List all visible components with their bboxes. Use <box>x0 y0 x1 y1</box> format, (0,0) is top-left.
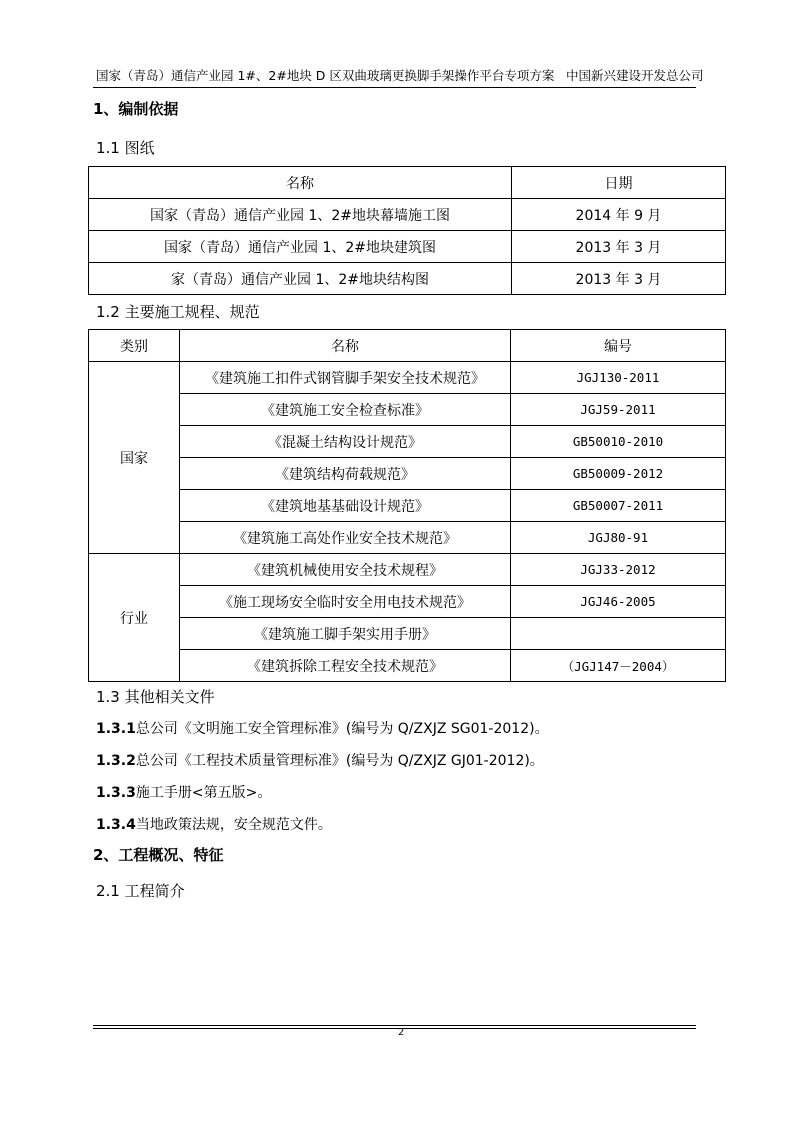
table-header-row <box>89 167 726 199</box>
standard-name: 《建筑施工高处作业安全技术规范》 <box>180 522 511 554</box>
table-row <box>89 458 726 490</box>
header-title: 国家（青岛）通信产业园 1#、2#地块 D 区双曲玻璃更换脚手架操作平台专项方案 <box>96 68 555 83</box>
standard-code: JGJ130-2011 <box>511 362 726 394</box>
standard-code: GB50007-2011 <box>511 490 726 522</box>
item-text: 当地政策法规，安全规范文件。 <box>135 817 332 833</box>
standard-code: JGJ46-2005 <box>511 586 726 618</box>
standard-name: 《建筑结构荷载规范》 <box>180 458 511 490</box>
item-number: 1.3.2 <box>96 753 136 769</box>
standard-name: 《建筑施工安全检查标准》 <box>180 394 511 426</box>
table-row <box>89 263 726 295</box>
drawing-date: 2013 年 3 月 <box>512 263 726 295</box>
drawing-date: 2014 年 9 月 <box>512 199 726 231</box>
list-item <box>96 782 271 802</box>
table-row <box>89 650 726 682</box>
standard-name: 《建筑机械使用安全技术规程》 <box>180 554 511 586</box>
standard-name: 《建筑施工扣件式钢管脚手架安全技术规范》 <box>180 362 511 394</box>
header-rule <box>93 87 696 88</box>
table-row <box>89 618 726 650</box>
column-header-name: 名称 <box>180 330 511 362</box>
table-row <box>89 490 726 522</box>
drawing-name: 家（青岛）通信产业园 1、2#地块结构图 <box>89 263 512 295</box>
section-1-1-heading: 1.1 图纸 <box>96 139 155 157</box>
table-row <box>89 231 726 263</box>
standard-code: JGJ80-91 <box>511 522 726 554</box>
item-text: 总公司《工程技术质量管理标准》(编号为 Q/ZXJZ GJ01-2012)。 <box>135 753 544 769</box>
item-text: 总公司《文明施工安全管理标准》(编号为 Q/ZXJZ SG01-2012)。 <box>135 721 549 737</box>
standard-code: （JGJ147－2004） <box>511 650 726 682</box>
column-header-date: 日期 <box>512 167 726 199</box>
header-company: 中国新兴建设开发总公司 <box>566 68 704 83</box>
standard-code: JGJ33-2012 <box>511 554 726 586</box>
table-row <box>89 522 726 554</box>
standards-table <box>88 329 726 682</box>
footer-rule-2 <box>93 1028 696 1029</box>
item-text: 施工手册<第五版>。 <box>135 785 272 801</box>
section-1-3-heading: 1.3 其他相关文件 <box>96 688 215 706</box>
column-header-category: 类别 <box>89 330 180 362</box>
drawing-name: 国家（青岛）通信产业园 1、2#地块建筑图 <box>89 231 512 263</box>
drawing-date: 2013 年 3 月 <box>512 231 726 263</box>
table-row <box>89 554 726 586</box>
table-row <box>89 586 726 618</box>
page-number: 2 <box>398 1027 405 1038</box>
standard-name: 《建筑拆除工程安全技术规范》 <box>180 650 511 682</box>
standard-name: 《建筑地基基础设计规范》 <box>180 490 511 522</box>
drawings-table <box>88 166 726 295</box>
standard-code: GB50010-2010 <box>511 426 726 458</box>
table-row <box>89 394 726 426</box>
list-item <box>96 750 544 770</box>
list-item <box>96 718 549 738</box>
section-1-2-heading: 1.2 主要施工规程、规范 <box>96 303 260 321</box>
standard-name: 《建筑施工脚手架实用手册》 <box>180 618 511 650</box>
standard-code: JGJ59-2011 <box>511 394 726 426</box>
item-number: 1.3.3 <box>96 785 136 801</box>
table-row <box>89 362 726 394</box>
standard-name: 《施工现场安全临时安全用电技术规范》 <box>180 586 511 618</box>
item-number: 1.3.4 <box>96 817 136 833</box>
list-item <box>96 814 332 834</box>
standard-name: 《混凝土结构设计规范》 <box>180 426 511 458</box>
category-national: 国家 <box>89 362 180 554</box>
standard-code <box>511 618 726 650</box>
item-number: 1.3.1 <box>96 721 136 737</box>
table-header-row <box>89 330 726 362</box>
section-2-heading: 2、工程概况、特征 <box>93 846 224 864</box>
table-row <box>89 199 726 231</box>
footer-rule <box>93 1025 696 1026</box>
category-industry: 行业 <box>89 554 180 682</box>
section-2-1-heading: 2.1 工程简介 <box>96 882 185 900</box>
standard-code: GB50009-2012 <box>511 458 726 490</box>
table-row <box>89 426 726 458</box>
column-header-code: 编号 <box>511 330 726 362</box>
section-1-heading: 1、编制依据 <box>93 100 179 118</box>
column-header-name: 名称 <box>89 167 512 199</box>
drawing-name: 国家（青岛）通信产业园 1、2#地块幕墙施工图 <box>89 199 512 231</box>
